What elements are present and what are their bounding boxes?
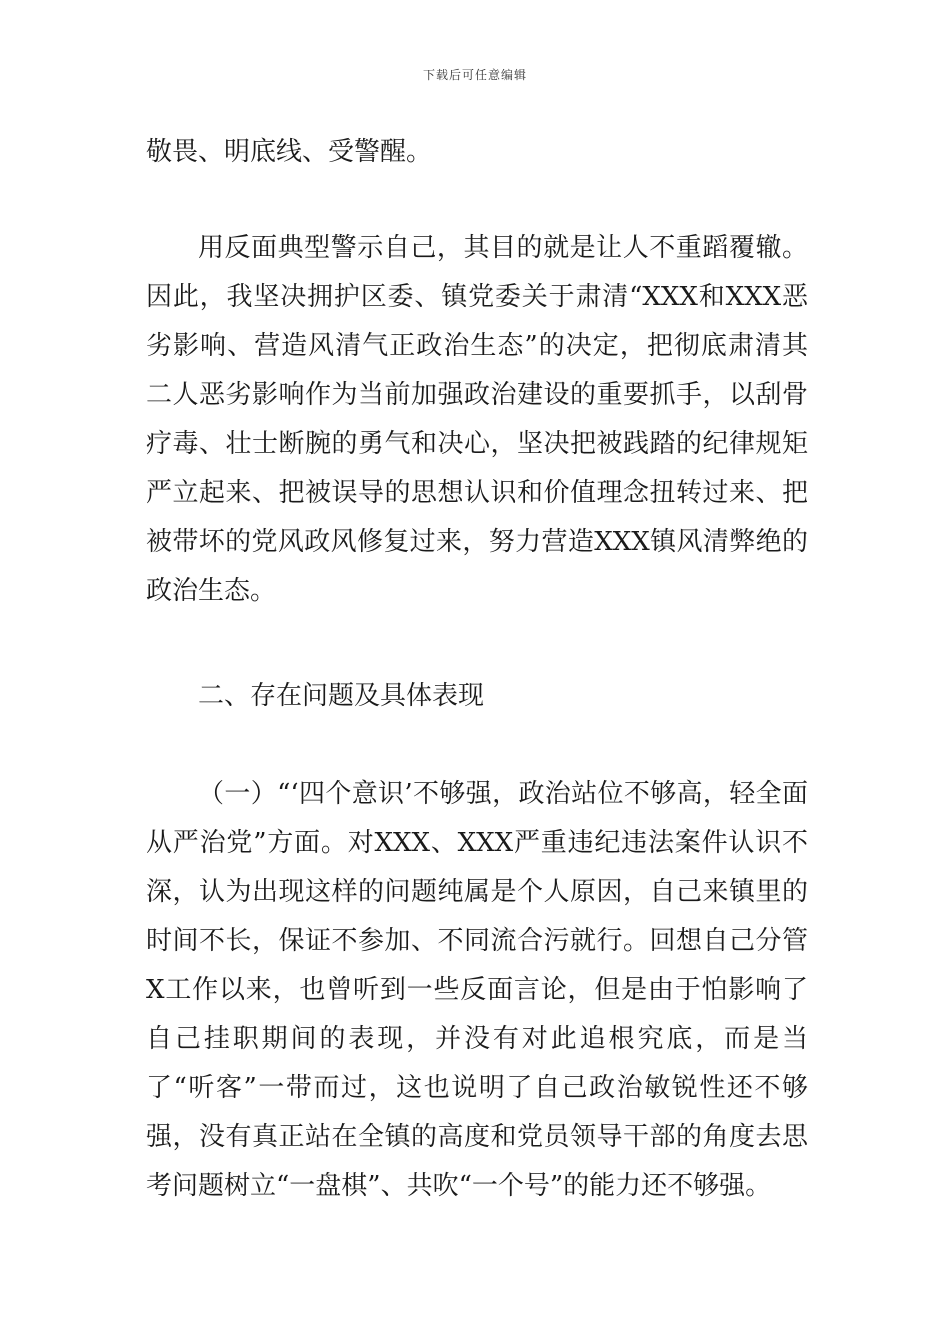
paragraph-warning: 用反面典型警示自己，其目的就是让人不重蹈覆辙。因此，我坚决拥护区委、镇党委关于肃清“XXX和XXX恶劣影响、营造风清气正政治生态”的决定，把彻底肃清其二人恶劣影响作为当前加强政治建设的重要抓手，以刮骨疗毒、壮士断腕的勇气和决心，坚决把被践踏的纪律规矩严立起来、把被误导的思想认识和价值理念扭转过来、把被带坏的党风政风修复过来，努力营造XXX镇风清弊绝的政治生态。 (146, 233, 808, 606)
paragraph-continuation: 敬畏、明底线、受警醒。 (146, 137, 433, 167)
page-header: 下载后可任意编辑 (422, 68, 527, 82)
section-heading: 二、存在问题及具体表现 (198, 681, 485, 711)
paragraph-issue-one: （一）“‘四个意识’不够强，政治站位不够高，轻全面从严治党”方面。对XXX、XXX严重违纪违法案件认识不深，认为出现这样的问题纯属是个人原因，自己来镇里的时间不长，保证不参加、不同流合污就行。回想自己分管X工作以来，也曾听到一些反面言论，但是由于怕影响了自己挂职期间的表现，并没有对此追根究底，而是当了“听客”一带而过，这也说明了自己政治敏锐性还不够强，没有真正站在全镇的高度和党员领导干部的角度去思考问题树立“一盘棋”、共吹“一个号”的能力还不够强。 (146, 779, 808, 1201)
